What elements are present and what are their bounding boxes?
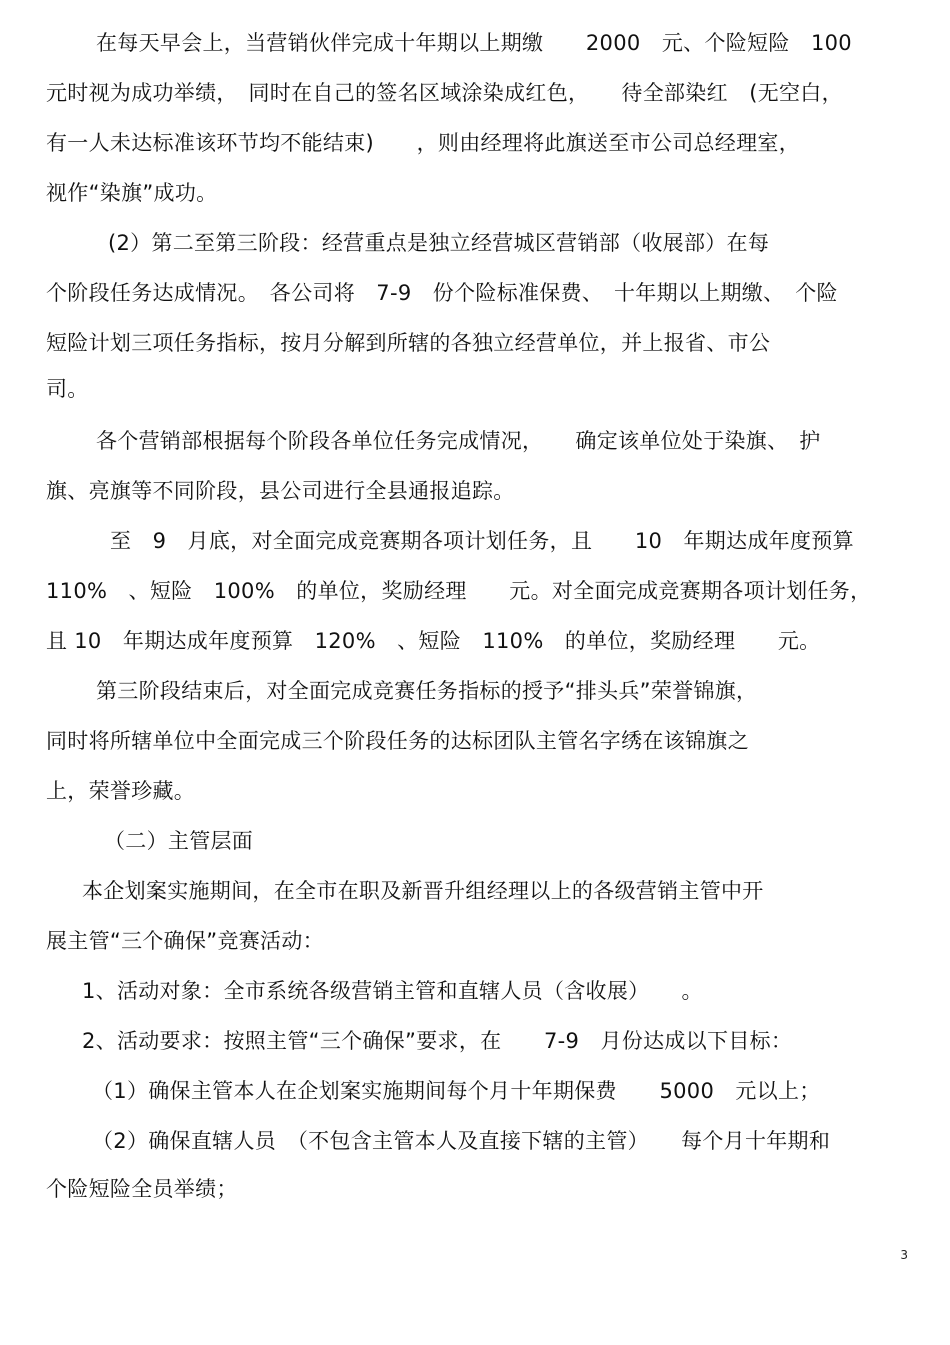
text-line-8: 司。 — [46, 377, 89, 401]
text-line-22: （1）确保主管本人在企划案实施期间每个月十年期保费 5000 元以上； — [92, 1079, 821, 1103]
text-line-12: 110% 、短险 100% 的单位，奖励经理 元。对全面完成竞赛期各项计划任务， — [46, 579, 872, 603]
text-line-18: 本企划案实施期间，在全市在职及新晋升组经理以上的各级营销主管中开 — [82, 879, 764, 903]
text-line-6: 个阶段任务达成情况。 各公司将 7-9 份个险标准保费、 十年期以上期缴、 个险 — [46, 281, 838, 305]
text-line-17: （二）主管层面 — [104, 829, 254, 853]
text-line-10: 旗、亮旗等不同阶段，县公司进行全县通报追踪。 — [46, 479, 515, 503]
text-line-3: 有一人未达标准该环节均不能结束) ，则由经理将此旗送至市公司总经理室， — [46, 131, 800, 155]
text-line-11: 至 9 月底，对全面完成竞赛期各项计划任务，且 10 年期达成年度预算 — [110, 529, 854, 553]
text-line-4: 视作“染旗”成功。 — [46, 181, 218, 205]
text-line-23: （2）确保直辖人员 （不包含主管本人及直接下辖的主管） 每个月十年期和 — [92, 1129, 831, 1153]
text-line-2: 元时视为成功举绩， 同时在自己的签名区域涂染成红色， 待全部染红 (无空白， — [46, 81, 843, 105]
text-line-15: 同时将所辖单位中全面完成三个阶段任务的达标团队主管名字绣在该锦旗之 — [46, 729, 749, 753]
text-line-5: (2）第二至第三阶段：经营重点是独立经营城区营销部（收展部）在每 — [108, 231, 770, 255]
text-line-14: 第三阶段结束后，对全面完成竞赛任务指标的授予“排头兵”荣誉锦旗， — [96, 679, 758, 703]
text-line-21: 2、活动要求：按照主管“三个确保”要求，在 7-9 月份达成以下目标： — [82, 1029, 793, 1053]
text-line-20: 1、活动对象：全市系统各级营销主管和直辖人员（含收展） 。 — [82, 979, 703, 1003]
text-line-19: 展主管“三个确保”竞赛活动： — [46, 929, 324, 953]
page-number: 3 — [900, 1248, 908, 1262]
text-line-9: 各个营销部根据每个阶段各单位任务完成情况， 确定该单位处于染旗、 护 — [96, 429, 821, 453]
text-line-24: 个险短险全员举绩； — [46, 1177, 238, 1201]
text-line-7: 短险计划三项任务指标，按月分解到所辖的各独立经营单位，并上报省、市公 — [46, 331, 771, 355]
text-line-16: 上，荣誉珍藏。 — [46, 779, 196, 803]
text-line-1: 在每天早会上，当营销伙伴完成十年期以上期缴 2000 元、个险短险 100 — [96, 31, 852, 55]
text-line-13: 且 10 年期达成年度预算 120% 、短险 110% 的单位，奖励经理 元。 — [46, 629, 821, 653]
